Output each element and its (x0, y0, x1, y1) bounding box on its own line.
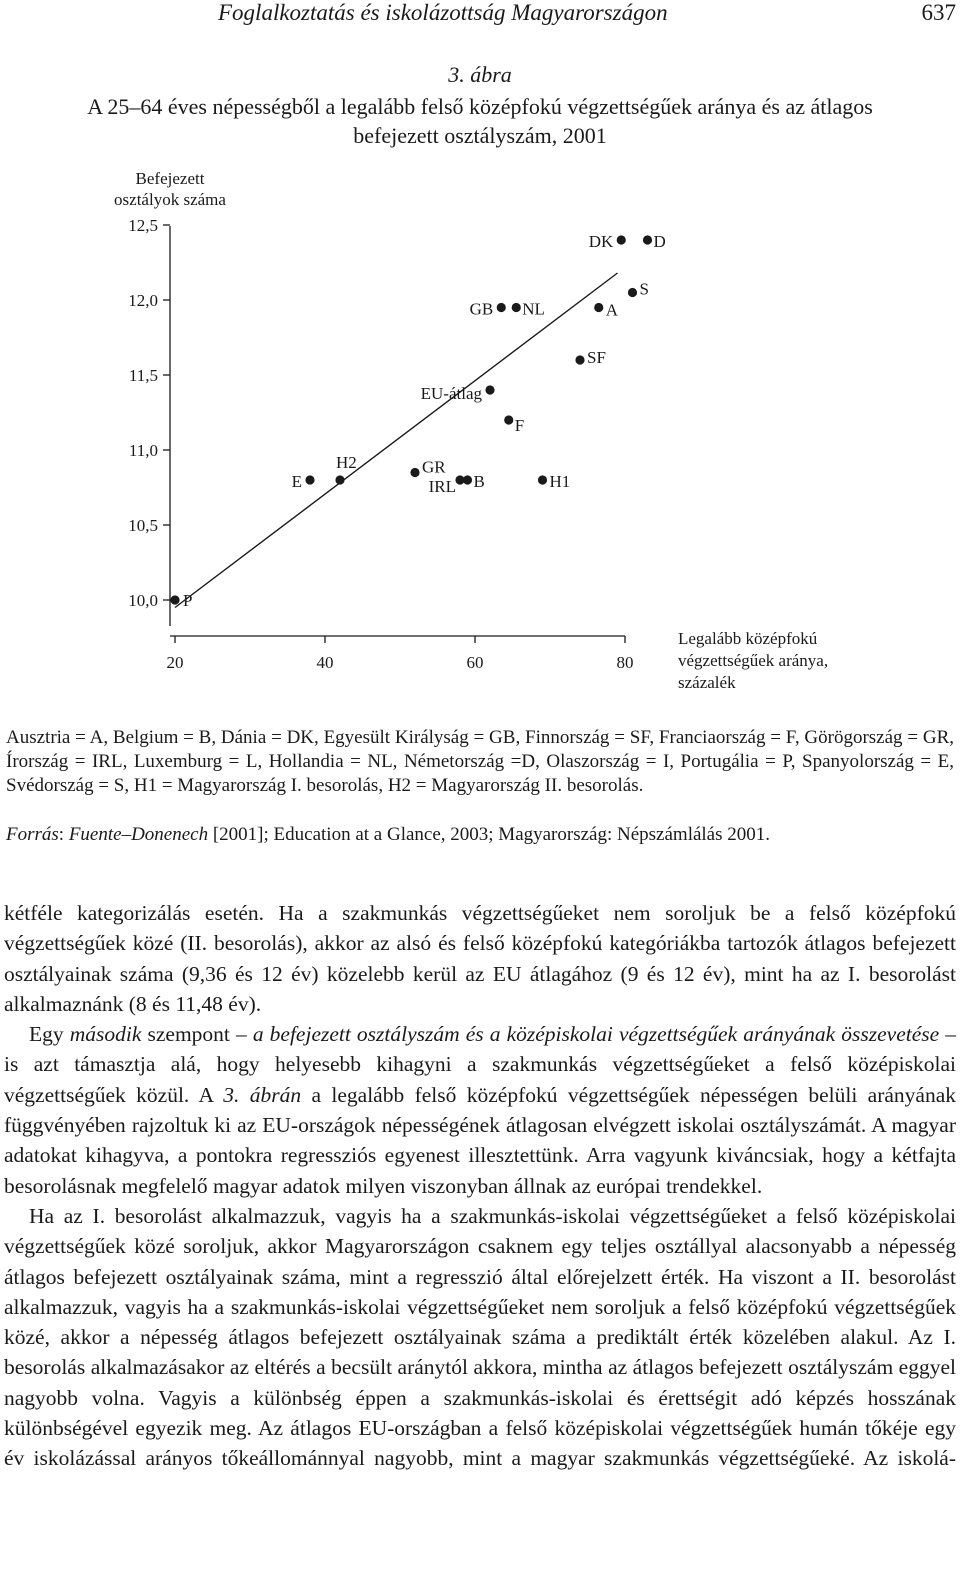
x-tick-label: 60 (466, 653, 484, 672)
x-axis-title-line-1: Legalább középfokú (678, 629, 818, 648)
x-tick-label: 80 (616, 653, 634, 672)
paragraph-2 (4, 1019, 956, 1201)
figure-caption-line-1: A 25–64 éves népességből a legalább felső középfokú végzettségűek aránya és az átlagos (87, 94, 873, 119)
data-point-label: NL (522, 299, 545, 319)
body-text (4, 898, 956, 1474)
y-tick-label: 10,5 (128, 516, 158, 535)
regression-line (175, 273, 618, 608)
source-label: Forrás (6, 824, 59, 845)
data-point-label: P (183, 591, 193, 610)
data-point (617, 235, 626, 244)
data-point-label: B (473, 472, 485, 491)
country-legend-note: Ausztria = A, Belgium = B, Dánia = DK, Egyesült Királyság = GB, Finnország = SF, Franciaország = F, Görögország = GR, Írország = IRL, Luxemburg = L, Hollandia = NL, Németország =D, Olaszország = I, Portugália = P, Spanyolország = E, Svédország = S, H1 = Magyarország I. besorolás, H2 = Magyarország II. besorolás. (6, 727, 954, 796)
y-tick-label: 12,0 (128, 291, 158, 310)
data-point-label: D (653, 232, 666, 251)
data-point (504, 415, 513, 424)
data-points (170, 232, 665, 610)
data-point (463, 475, 472, 484)
data-point (305, 475, 314, 484)
data-point (485, 385, 494, 394)
data-point-label: F (514, 416, 525, 435)
data-point (628, 288, 637, 297)
p2-emphasis-3: 3. ábrán (223, 1082, 302, 1107)
data-point-label: H1 (549, 472, 571, 491)
data-point-label: IRL (428, 477, 456, 496)
data-point-label: SF (587, 348, 606, 367)
data-point-label: S (639, 279, 649, 299)
y-axis-title-line-2: osztályok száma (114, 190, 226, 209)
data-point (497, 303, 506, 312)
y-tick-label: 10,0 (128, 591, 158, 610)
y-tick-label: 11,5 (128, 366, 158, 385)
x-axis-ticks (167, 636, 634, 672)
p2-text-a: Egy (29, 1022, 70, 1047)
source-authors: Fuente–Donenech (68, 824, 209, 845)
x-tick-label: 20 (166, 653, 184, 672)
x-axis-title-line-3: százalék (678, 673, 736, 692)
p2-text-g: a legalább felső középfokú végzettségűek népességen belüli arányának függvényében rajzoltuk ki az EU-országok népességének átlagosan elvégzett iskolai osztályszámát. A magyar adatokat kihagyva, a pontokra regressziós egyenest illesztettünk. Arra vagyunk kiváncsiak, hogy a kétfajta besorolásnak megfelelő magyar adatok milyen viszonyban állnak az európai trendekkel. (4, 1082, 956, 1198)
running-title: Foglalkoztatás és iskolázottság Magyarországon (218, 0, 668, 25)
data-point (170, 595, 179, 604)
y-axis-title-line-1: Befejezett (135, 169, 205, 188)
data-point (538, 475, 547, 484)
p2-emphasis-2: a befejezett osztályszám és a középiskolai végzettségűek arányának összevetése (252, 1022, 940, 1047)
x-tick-label: 40 (316, 653, 334, 672)
figure-source: Forrás: Fuente–Donenech [2001]; Education at a Glance, 2003; Magyarország: Népszámlálás 2001. (6, 824, 771, 845)
data-point (594, 303, 603, 312)
y-axis-ticks (128, 216, 170, 610)
data-point-label: A (605, 300, 619, 320)
running-head (0, 0, 960, 30)
figure-caption (0, 92, 960, 150)
data-point-label: GB (469, 299, 494, 319)
data-point-label: GR (422, 457, 446, 477)
data-point-label: DK (588, 232, 614, 251)
data-point-label: E (291, 472, 302, 491)
scatter-chart (0, 160, 960, 700)
y-tick-label: 11,0 (128, 441, 158, 460)
data-point-label: H2 (336, 453, 357, 472)
p2-emphasis-1: második (69, 1022, 142, 1047)
paragraph-3: Ha az I. besorolást alkalmazzuk, vagyis ha a szakmunkás-iskolai végzettségűeket a felső középiskolai végzettségűek közé soroljuk, akkor Magyarországon csaknem egy teljes osztállyal alacsonyabb a népesség átlagos befejezett osztályainak száma, mint a regresszió által előrejelzett érték. Ha viszont a II. besorolást alkalmazzuk, vagyis ha a szakmunkás-iskolai végzettségűeket nem soroljuk a felső középfokú végzettségűek közé, akkor a népesség átlagos befejezett osztályainak száma a prediktált érték közelében alakul. Az I. besorolás alkalmazásakor az eltérés a becsült aránytól akkora, mintha az átlagos befejezett osztályszám eggyel nagyobb volna. Vagyis a különbség éppen a szakmunkás-iskolai és érettségit adó képzés hosszának különbségével egyezik meg. Az átlagos EU-országban a felső középiskolai végzettségűek humán tőkéje egy év iskolázással arányos tőkeállománnyal nagyobb, mint a magyar szakmunkás végzettségűeké. Az iskolá- (4, 1203, 956, 1471)
x-axis-title-line-2: végzettségűek aránya, (678, 651, 829, 670)
data-point (643, 235, 652, 244)
page-number: 637 (921, 0, 956, 25)
data-point (512, 303, 521, 312)
data-point (335, 475, 344, 484)
paragraph-1: kétféle kategorizálás esetén. Ha a szakmunkás végzettségűeket nem soroljuk be a felső középfokú végzettségűek közé (II. besorolás), akkor az alsó és felső középfokú kategóriákba tartozók átlagos befejezett osztályainak száma (9,36 és 12 év) közelebb kerül az EU átlagához (9 és 12 év), mint ha az I. besorolást alkalmaznánk (8 és 11,48 év). (4, 901, 956, 1016)
figure-caption-line-2: befejezett osztályszám, 2001 (353, 123, 607, 148)
data-point (410, 468, 419, 477)
y-tick-label: 12,5 (128, 216, 158, 235)
data-point-label: EU-átlag (420, 384, 482, 403)
source-rest: [2001]; Education at a Glance, 2003; Magyarország: Népszámlálás 2001. (208, 824, 771, 845)
p2-text-e: – is azt támasztja alá, hogy helyesebb kihagyni a szakmunkás végzettségűeket a felső középiskolai végzettségűek közül. A (4, 1022, 957, 1107)
figure-label: 3. ábra (448, 62, 512, 87)
data-point (575, 355, 584, 364)
p2-text-c: szempont – (141, 1022, 253, 1047)
